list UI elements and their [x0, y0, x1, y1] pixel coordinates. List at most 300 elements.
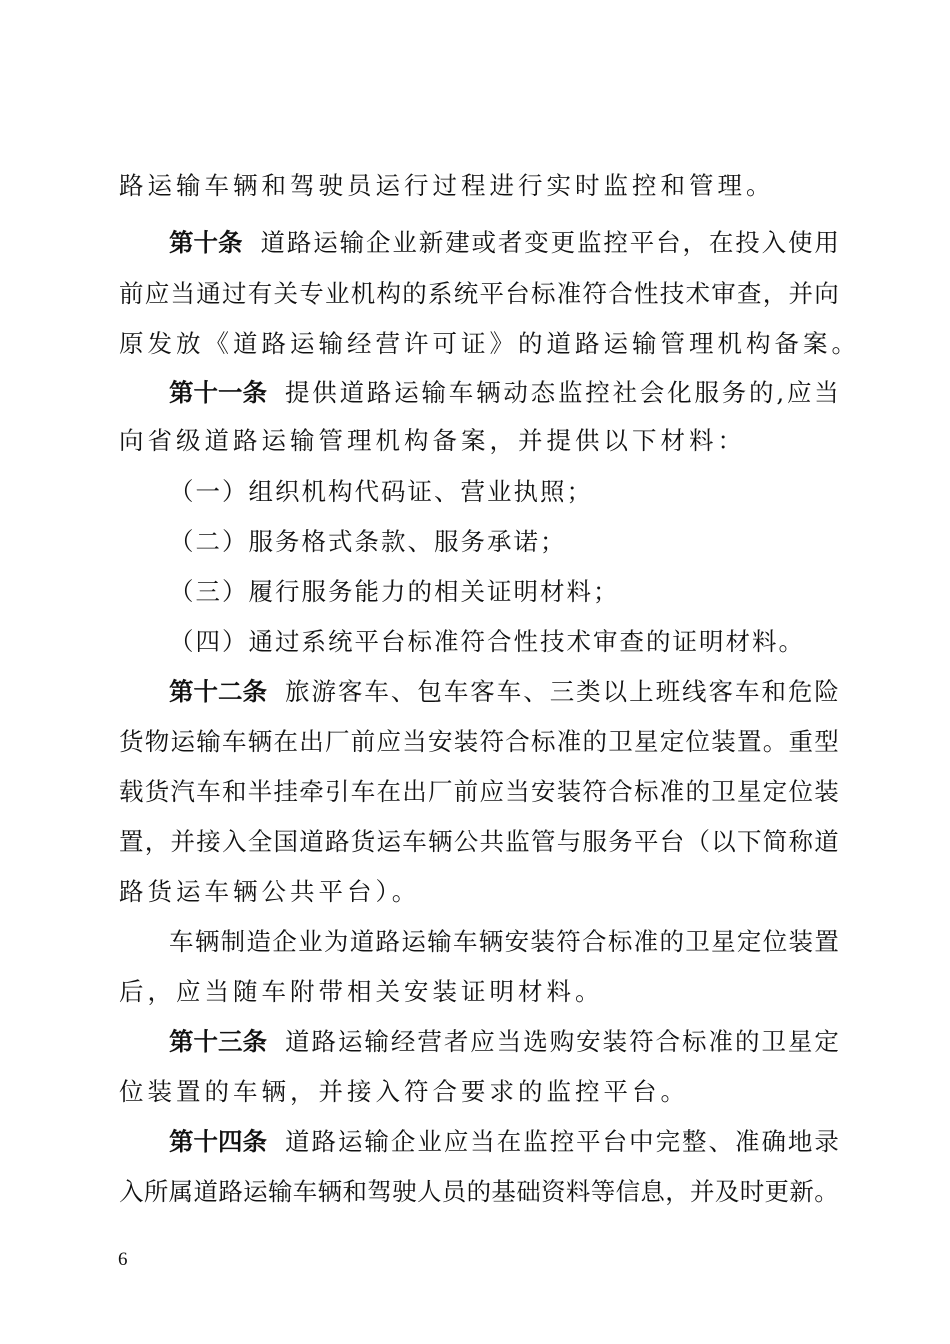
text-character: 查: [737, 279, 762, 308]
text-character: 道: [299, 827, 324, 856]
text-character: 业: [392, 228, 417, 257]
text-character: 提: [285, 378, 310, 407]
text-character: 定: [814, 1027, 839, 1056]
article-number: 第十二条: [169, 677, 267, 706]
text-character: 化: [667, 378, 692, 407]
line-text: [119, 279, 839, 309]
text-character: 装: [453, 727, 479, 756]
text-character: 经: [390, 1027, 416, 1056]
text-character: 向: [814, 279, 839, 308]
article-number: 第十一条: [169, 378, 267, 407]
text-character: 星: [737, 777, 762, 806]
text-character: 输: [427, 927, 452, 956]
text-character: 、: [708, 1127, 733, 1156]
page-number: 6: [118, 1249, 128, 1270]
text-character: 变: [524, 228, 549, 257]
text-character: 路: [366, 378, 392, 407]
article-number: 第十条: [169, 228, 243, 257]
text-character: 出: [299, 727, 324, 756]
text-character: 卫: [685, 927, 710, 956]
text-character: 标: [531, 279, 556, 308]
document-line: [119, 977, 839, 1007]
text-character: 标: [607, 927, 633, 956]
text-character: 客: [470, 677, 495, 706]
text-character: 货: [144, 777, 170, 806]
text-character: 服: [582, 827, 607, 856]
text-character: 道: [285, 1027, 310, 1056]
line-text: （三）履行服务能力的相关证明材料；: [169, 577, 620, 606]
text-character: 卫: [761, 1027, 786, 1056]
text-character: ，: [144, 827, 170, 856]
text-character: 使: [788, 228, 813, 257]
text-character: ，: [665, 1177, 690, 1206]
text-character: 统: [453, 279, 479, 308]
text-character: 等: [590, 1177, 616, 1206]
text-character: 合: [608, 777, 633, 806]
text-character: 运: [337, 1027, 363, 1056]
text-character: 者: [443, 1027, 469, 1056]
text-character: 准: [708, 1027, 733, 1056]
text-character: 汽: [170, 777, 195, 806]
line-text: （一）组织机构代码证、营业执照；: [169, 477, 593, 506]
text-character: 资: [541, 1177, 566, 1206]
text-character: 为: [323, 927, 349, 956]
text-character: 准: [659, 777, 685, 806]
line-text: （二）服务格式条款、服务承诺；: [169, 527, 567, 556]
text-character: 台: [656, 228, 681, 257]
text-character: 装: [602, 1027, 628, 1056]
text-character: 驶: [392, 1177, 417, 1206]
text-character: 台: [659, 827, 685, 856]
text-character: 符: [479, 727, 504, 756]
text-character: 会: [639, 378, 665, 407]
line-text: [119, 827, 839, 857]
text-character: 监: [577, 228, 602, 257]
text-character: 半: [247, 777, 273, 806]
text-character: 车: [452, 927, 478, 956]
text-character: 的: [749, 378, 774, 407]
text-character: 货: [119, 727, 144, 756]
text-character: 安: [504, 927, 530, 956]
text-character: 当: [402, 727, 427, 756]
text-character: 置: [814, 927, 839, 956]
text-character: 有: [247, 279, 273, 308]
text-character: 的: [582, 727, 607, 756]
text-character: 技: [659, 279, 685, 308]
text-character: 安: [428, 727, 453, 756]
line-text: （四）通过系统平台标准符合性技术审查的证明材料。: [169, 627, 805, 656]
text-character: 合: [655, 1027, 681, 1056]
document-line: [119, 677, 839, 707]
text-character: 准: [734, 1127, 760, 1156]
text-character: 应: [376, 727, 401, 756]
text-character: 控: [549, 1127, 575, 1156]
text-character: 运: [401, 927, 426, 956]
text-character: 审: [711, 279, 736, 308]
text-character: 前: [350, 727, 376, 756]
text-character: 平: [479, 279, 504, 308]
text-character: 险: [814, 677, 839, 706]
text-character: 输: [364, 1027, 389, 1056]
text-character: 准: [556, 727, 582, 756]
text-character: 企: [366, 228, 391, 257]
document-line: [119, 1177, 839, 1207]
text-character: 业: [417, 1127, 442, 1156]
text-character: 标: [531, 727, 556, 756]
text-character: 车: [350, 777, 376, 806]
text-character: 料: [565, 1177, 591, 1206]
text-character: 、: [390, 677, 416, 706]
text-character: 车: [448, 378, 474, 407]
text-character: 和: [342, 1177, 367, 1206]
text-character: 安: [531, 777, 556, 806]
text-character: 建: [445, 228, 470, 257]
document-line: [119, 378, 839, 408]
article-text: [285, 1027, 839, 1057]
document-line: [119, 1127, 839, 1157]
text-character: 符: [582, 279, 607, 308]
text-character: 输: [364, 1127, 389, 1156]
text-character: 新: [418, 228, 444, 257]
article-number: 第十四条: [169, 1127, 267, 1156]
text-character: 星: [711, 927, 736, 956]
text-character: 的: [402, 279, 427, 308]
text-character: 更: [550, 228, 576, 257]
text-character: 术: [685, 279, 710, 308]
text-character: 厂: [428, 777, 453, 806]
text-character: 道: [260, 228, 285, 257]
text-character: （: [685, 827, 710, 856]
text-character: 客: [337, 677, 363, 706]
text-character: 的: [685, 777, 710, 806]
text-character: 车: [443, 677, 469, 706]
text-character: 定: [659, 727, 685, 756]
text-character: 卫: [711, 777, 736, 806]
text-character: 应: [786, 378, 812, 407]
text-character: 基: [491, 1177, 516, 1206]
text-character: 过: [222, 279, 247, 308]
line-text: [169, 927, 839, 957]
document-line: [119, 1077, 839, 1107]
text-character: 牵: [299, 777, 324, 806]
text-character: 运: [376, 827, 401, 856]
text-character: 班: [655, 677, 681, 706]
text-character: 制: [220, 927, 246, 956]
document-line: [119, 171, 839, 201]
article-text: [261, 228, 840, 258]
text-character: 监: [505, 827, 530, 856]
text-character: 路: [325, 827, 350, 856]
text-character: ,: [776, 378, 785, 407]
text-character: 游: [311, 677, 336, 706]
text-character: 道: [814, 827, 839, 856]
text-character: 息: [640, 1177, 665, 1206]
text-character: 构: [376, 279, 401, 308]
text-character: 定: [736, 927, 762, 956]
text-character: 合: [505, 727, 530, 756]
text-character: 类: [576, 677, 601, 706]
document-line: [119, 877, 839, 907]
text-character: 应: [144, 279, 170, 308]
document-line: [169, 477, 839, 507]
text-character: ，: [762, 279, 788, 308]
text-character: 。: [814, 1177, 839, 1206]
text-character: 录: [814, 1127, 839, 1156]
line-text: 后，应当随车附带相关安装证明材料。: [119, 977, 604, 1006]
text-character: 入: [761, 228, 787, 257]
text-character: 和: [761, 677, 786, 706]
text-character: 控: [603, 228, 628, 257]
text-character: 辆: [478, 927, 504, 956]
text-character: 车: [364, 677, 389, 706]
text-character: 当: [505, 777, 530, 806]
text-character: 关: [273, 279, 298, 308]
text-character: 输: [339, 228, 365, 257]
article-text: [285, 378, 839, 408]
text-character: 平: [629, 228, 655, 257]
text-character: 与: [556, 827, 582, 856]
text-character: 确: [761, 1127, 786, 1156]
text-character: 位: [762, 927, 788, 956]
text-character: 时: [739, 1177, 765, 1206]
text-character: 的: [734, 1027, 760, 1056]
text-character: 星: [787, 1027, 813, 1056]
text-character: 或: [471, 228, 496, 257]
text-character: 接: [196, 827, 221, 856]
text-character: 三: [549, 677, 575, 706]
text-character: 定: [762, 777, 788, 806]
text-character: 通: [196, 279, 221, 308]
text-character: 在: [376, 777, 401, 806]
text-character: 供: [312, 378, 337, 407]
document-line: [169, 527, 839, 557]
text-character: 合: [582, 927, 607, 956]
article-text: [285, 1127, 839, 1157]
document-line: [119, 827, 839, 857]
text-character: 卫: [608, 727, 633, 756]
text-character: 车: [402, 827, 427, 856]
line-text: 位装置的车辆，并接入符合要求的监控平台。: [119, 1077, 689, 1106]
text-character: 公: [453, 827, 479, 856]
text-character: 营: [417, 1027, 442, 1056]
article-text: [285, 677, 839, 707]
text-character: 路: [311, 1027, 336, 1056]
text-character: 入: [119, 1177, 144, 1206]
text-character: 整: [682, 1127, 707, 1156]
text-character: 车: [496, 677, 522, 706]
text-character: 型: [814, 727, 839, 756]
text-character: 信: [615, 1177, 641, 1206]
text-character: 置: [119, 827, 144, 856]
line-text: 原发放《道路运输经营许可证》的道路运输管理机构备案。: [119, 329, 860, 358]
text-character: 全: [247, 827, 273, 856]
text-character: 管: [531, 827, 556, 856]
text-character: 并: [788, 279, 813, 308]
text-character: 态: [530, 378, 556, 407]
text-character: 以: [711, 827, 736, 856]
text-character: 监: [557, 378, 583, 407]
text-character: 位: [685, 727, 710, 756]
text-character: 车: [196, 777, 221, 806]
text-character: 平: [634, 827, 659, 856]
text-character: 厂: [325, 727, 350, 756]
text-character: 道: [349, 927, 375, 956]
document-line: [169, 577, 839, 607]
text-character: 企: [390, 1127, 416, 1156]
text-character: 路: [286, 228, 312, 257]
text-character: 新: [789, 1177, 814, 1206]
text-character: 用: [814, 228, 839, 257]
text-character: 车: [734, 677, 760, 706]
text-character: 础: [516, 1177, 541, 1206]
text-character: 出: [402, 777, 427, 806]
text-character: 运: [243, 1177, 268, 1206]
text-character: 控: [585, 378, 610, 407]
text-character: 重: [788, 727, 813, 756]
line-text: 路运输车辆和驾驶员运行过程进行实时监控和管理。: [119, 171, 775, 200]
text-character: 货: [350, 827, 376, 856]
text-character: 监: [523, 1127, 548, 1156]
text-character: 车: [292, 1177, 318, 1206]
text-character: 简: [762, 827, 788, 856]
text-character: 企: [272, 927, 297, 956]
text-character: 业: [298, 927, 323, 956]
document-line: [119, 329, 860, 359]
text-character: 应: [470, 1027, 495, 1056]
text-character: 人: [416, 1177, 442, 1206]
text-character: 道: [193, 1177, 218, 1206]
document-line: [119, 1027, 839, 1057]
text-character: 辆: [428, 827, 453, 856]
text-character: 上: [629, 677, 654, 706]
text-character: 路: [311, 1127, 336, 1156]
text-character: 及: [714, 1177, 740, 1206]
text-character: 车: [169, 927, 194, 956]
document-line: [119, 927, 839, 957]
text-character: 运: [394, 378, 419, 407]
text-character: 运: [313, 228, 338, 257]
text-character: 辆: [317, 1177, 343, 1206]
document-line: [119, 228, 839, 258]
text-character: 造: [246, 927, 271, 956]
text-character: 辆: [476, 378, 501, 407]
text-character: 业: [325, 279, 350, 308]
text-character: 符: [629, 1027, 654, 1056]
text-character: 员: [441, 1177, 467, 1206]
text-character: 并: [170, 827, 195, 856]
text-character: 完: [655, 1127, 681, 1156]
text-character: 符: [582, 777, 607, 806]
text-character: 物: [144, 727, 170, 756]
text-character: 在: [273, 727, 298, 756]
text-character: 装: [556, 777, 582, 806]
text-character: 动: [503, 378, 528, 407]
text-character: 道: [285, 1127, 310, 1156]
text-character: 挂: [273, 777, 298, 806]
text-character: 引: [325, 777, 350, 806]
text-character: 所: [143, 1177, 169, 1206]
line-text: 向省级道路运输管理机构备案，并提供以下材料：: [119, 426, 746, 455]
text-character: 装: [530, 927, 555, 956]
text-character: 车: [222, 727, 247, 756]
text-character: 服: [694, 378, 719, 407]
text-character: 务: [608, 827, 633, 856]
text-character: 属: [168, 1177, 194, 1206]
text-character: 前: [119, 279, 144, 308]
text-character: 者: [497, 228, 523, 257]
text-character: 当: [814, 378, 839, 407]
text-character: 台: [602, 1127, 628, 1156]
text-character: 性: [634, 279, 659, 308]
document-line: [119, 426, 839, 456]
text-character: 客: [708, 677, 733, 706]
document-line: [119, 727, 839, 757]
text-character: 路: [218, 1177, 243, 1206]
line-text: [119, 1177, 839, 1207]
text-character: 社: [612, 378, 638, 407]
text-character: 务: [721, 378, 747, 407]
text-character: 的: [466, 1177, 492, 1206]
text-character: 准: [556, 279, 582, 308]
text-character: 购: [549, 1027, 575, 1056]
text-character: 专: [299, 279, 324, 308]
text-character: 投: [735, 228, 760, 257]
line-text: [119, 727, 839, 757]
text-character: 线: [682, 677, 707, 706]
text-character: 下: [737, 827, 762, 856]
text-character: 以: [602, 677, 628, 706]
text-character: 运: [337, 1127, 363, 1156]
text-character: 标: [634, 777, 659, 806]
text-character: 驾: [367, 1177, 392, 1206]
text-character: 准: [633, 927, 659, 956]
text-character: 包: [417, 677, 442, 706]
text-character: 入: [222, 827, 247, 856]
text-character: ，: [682, 228, 707, 257]
article-number: 第十三条: [169, 1027, 267, 1056]
text-character: 位: [788, 777, 813, 806]
text-character: 旅: [285, 677, 310, 706]
text-character: 称: [788, 827, 813, 856]
text-character: 和: [222, 777, 247, 806]
text-character: 选: [523, 1027, 548, 1056]
text-character: 载: [119, 777, 144, 806]
text-character: 应: [443, 1127, 469, 1156]
text-character: 前: [453, 777, 479, 806]
text-character: 符: [556, 927, 581, 956]
text-character: 当: [496, 1027, 522, 1056]
text-character: 装: [814, 777, 839, 806]
text-character: 应: [479, 777, 504, 806]
text-character: 共: [479, 827, 504, 856]
text-character: 道: [339, 378, 365, 407]
text-character: 更: [764, 1177, 790, 1206]
document-line: [119, 777, 839, 807]
text-character: 安: [576, 1027, 601, 1056]
text-character: 、: [523, 677, 548, 706]
text-character: 装: [711, 727, 736, 756]
text-character: 台: [505, 279, 530, 308]
text-character: 地: [787, 1127, 813, 1156]
text-character: 输: [421, 378, 446, 407]
text-character: 当: [470, 1127, 495, 1156]
line-text: 路货运车辆公共平台）。: [119, 877, 421, 906]
text-character: 输: [267, 1177, 293, 1206]
text-character: 装: [788, 927, 813, 956]
text-character: 辆: [194, 927, 220, 956]
text-character: 平: [576, 1127, 601, 1156]
text-character: 。: [762, 727, 788, 756]
